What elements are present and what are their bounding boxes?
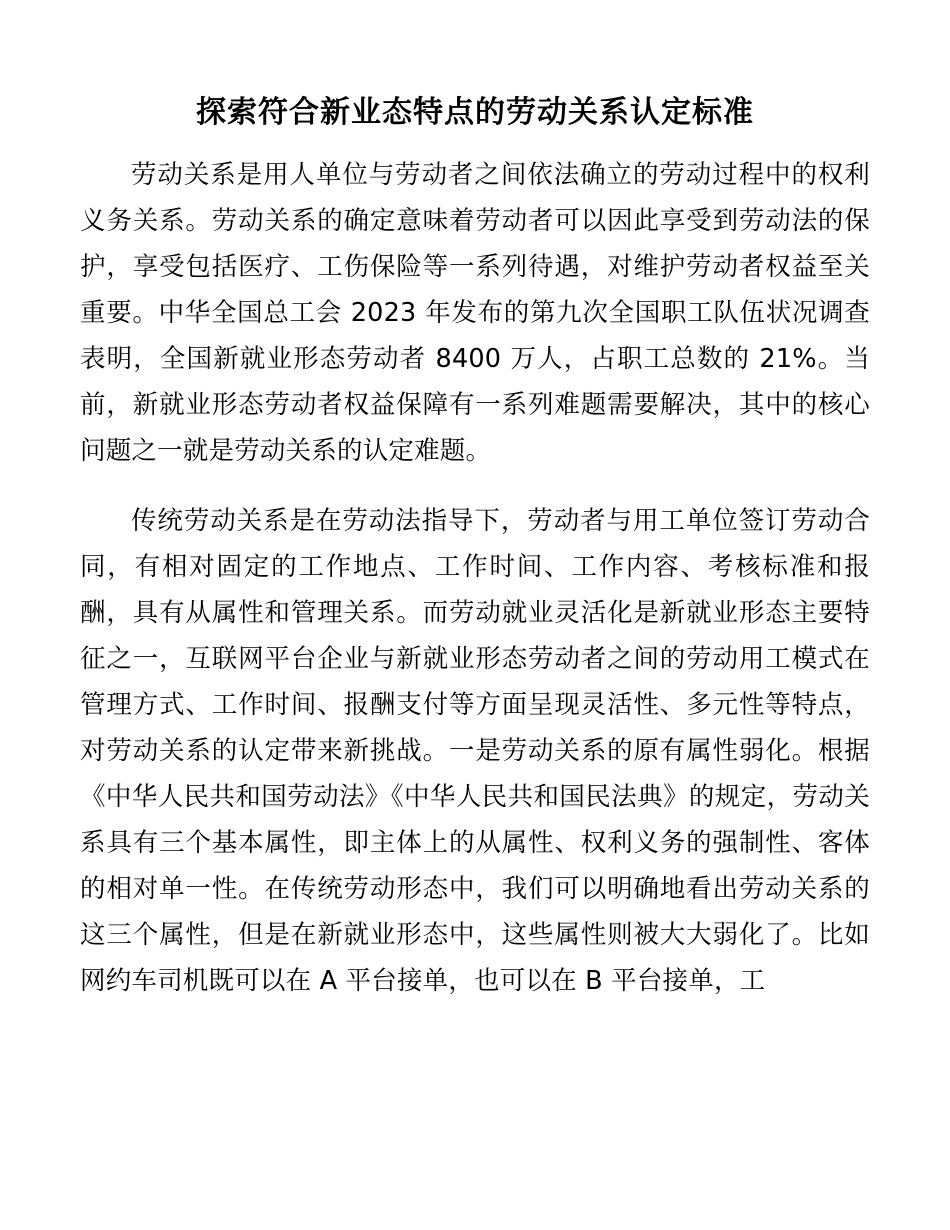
paragraph-2: 传统劳动关系是在劳动法指导下，劳动者与用工单位签订劳动合同，有相对固定的工作地点、工作时间、工作内容、考核标准和报酬，具有从属性和管理关系。而劳动就业灵活化是新就业形态主要特征之一，互联网平台企业与新就业形态劳动者之间的劳动用工模式在管理方式、工作时间、报酬支付等方面呈现灵活性、多元性等特点，对劳动关系的认定带来新挑战。一是劳动关系的原有属性弱化。根据《中华人民共和国劳动法》《中华人民共和国民法典》的规定，劳动关系具有三个基本属性，即主体上的从属性、权利义务的强制性、客体的相对单一性。在传统劳动形态中，我们可以明确地看出劳动关系的这三个属性，但是在新就业形态中，这些属性则被大大弱化了。比如网约车司机既可以在 A 平台接单，也可以在 B 平台接单，工 — [80, 506, 870, 996]
paragraph-1: 劳动关系是用人单位与劳动者之间依法确立的劳动过程中的权利义务关系。劳动关系的确定意味着劳动者可以因此享受到劳动法的保护，享受包括医疗、工伤保险等一系列待遇，对维护劳动者权益至关重要。中华全国总工会 2023 年发布的第九次全国职工队伍状况调查表明，全国新就业形态劳动者 8400 万人，占职工总数的 21%。当前，新就业形态劳动者权益保障有一系列难题需要解决，其中的核心问题之一就是劳动关系的认定难题。 — [80, 160, 870, 466]
page-title: 探索符合新业态特点的劳动关系认定标准 — [196, 95, 754, 130]
